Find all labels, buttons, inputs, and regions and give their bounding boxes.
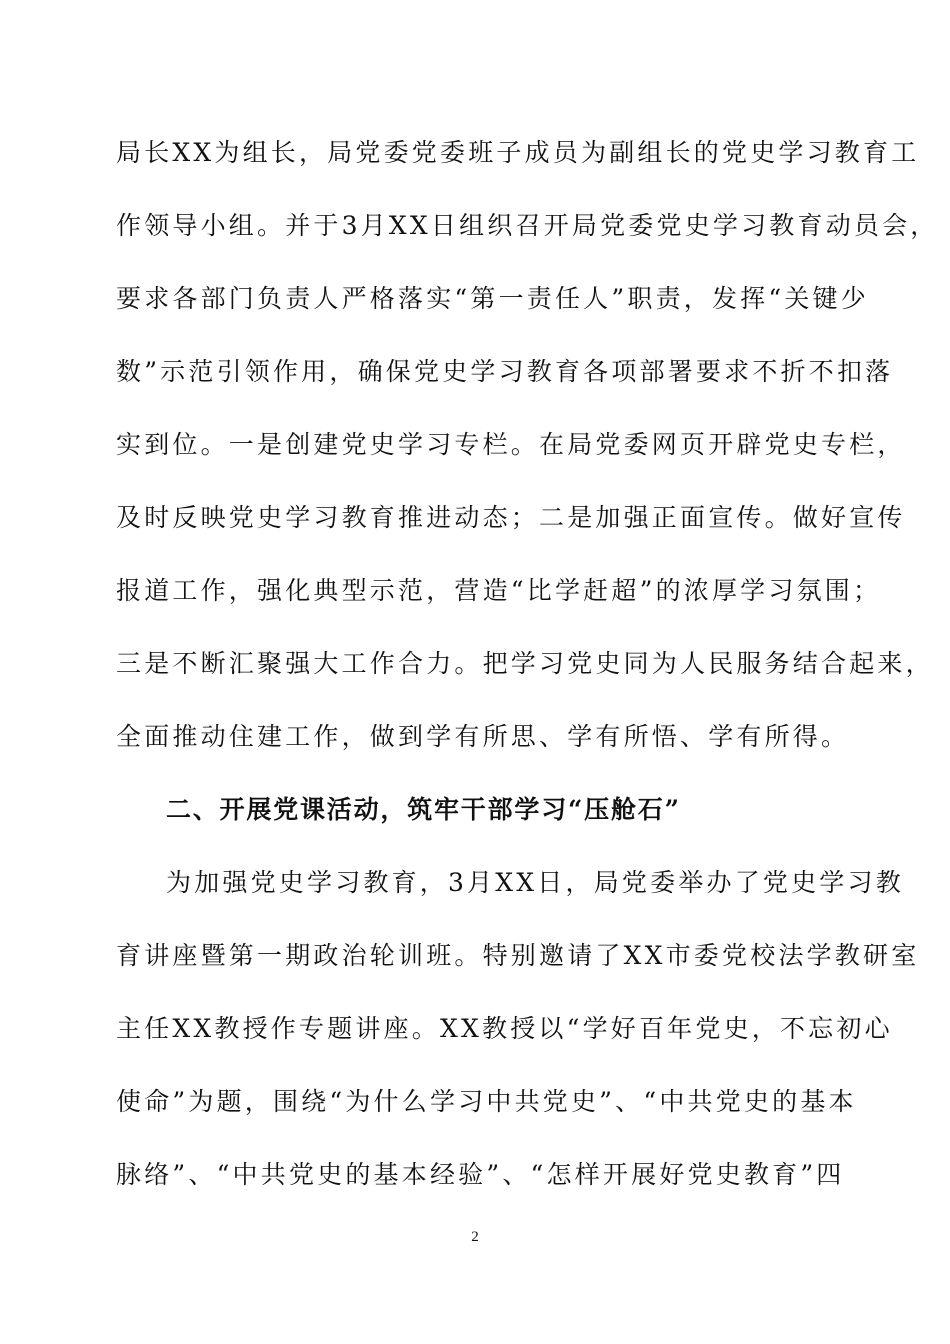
paragraph-2-line-2: 育讲座暨第一期政治轮训班。特别邀请了XX市委党校法学教研室 bbox=[116, 941, 920, 970]
paragraph-2-line-3: 主任XX教授作专题讲座。XX教授以“学好百年党史，不忘初心 bbox=[116, 1014, 893, 1043]
paragraph-1-line-1: 局长XX为组长，局党委党委班子成员为副组长的党史学习教育工 bbox=[116, 138, 920, 167]
paragraph-2-line-1: 为加强党史学习教育，3月XX日，局党委举办了党史学习教 bbox=[166, 868, 904, 897]
page-number: 2 bbox=[471, 1229, 479, 1245]
section-heading: 二、开展党课活动，筑牢干部学习“压舱石” bbox=[166, 795, 681, 824]
paragraph-1-line-8: 三是不断汇聚强大工作合力。把学习党史同为人民服务结合起来， bbox=[116, 649, 934, 678]
paragraph-1-line-2: 作领导小组。并于3月XX日组织召开局党委党史学习教育动员会， bbox=[116, 211, 939, 240]
paragraph-1-line-3: 要求各部门负责人严格落实“第一责任人”职责，发挥“关键少 bbox=[116, 284, 869, 313]
paragraph-2-line-4: 使命”为题，围绕“为什么学习中共党史”、“中共党史的基本 bbox=[116, 1087, 857, 1116]
paragraph-1-line-7: 报道工作，强化典型示范，营造“比学赶超”的浓厚学习氛围； bbox=[116, 576, 882, 605]
paragraph-2-line-5: 脉络”、“中共党史的基本经验”、“怎样开展好党史教育”四 bbox=[116, 1160, 845, 1189]
paragraph-1-line-5: 实到位。一是创建党史学习专栏。在局党委网页开辟党史专栏， bbox=[116, 430, 906, 459]
paragraph-1-line-6: 及时反映党史学习教育推进动态；二是加强正面宣传。做好宣传 bbox=[116, 503, 906, 532]
paragraph-1-line-4: 数”示范引领作用，确保党史学习教育各项部署要求不折不扣落 bbox=[116, 357, 894, 386]
paragraph-1-line-9: 全面推动住建工作，做到学有所思、学有所悟、学有所得。 bbox=[116, 722, 850, 751]
